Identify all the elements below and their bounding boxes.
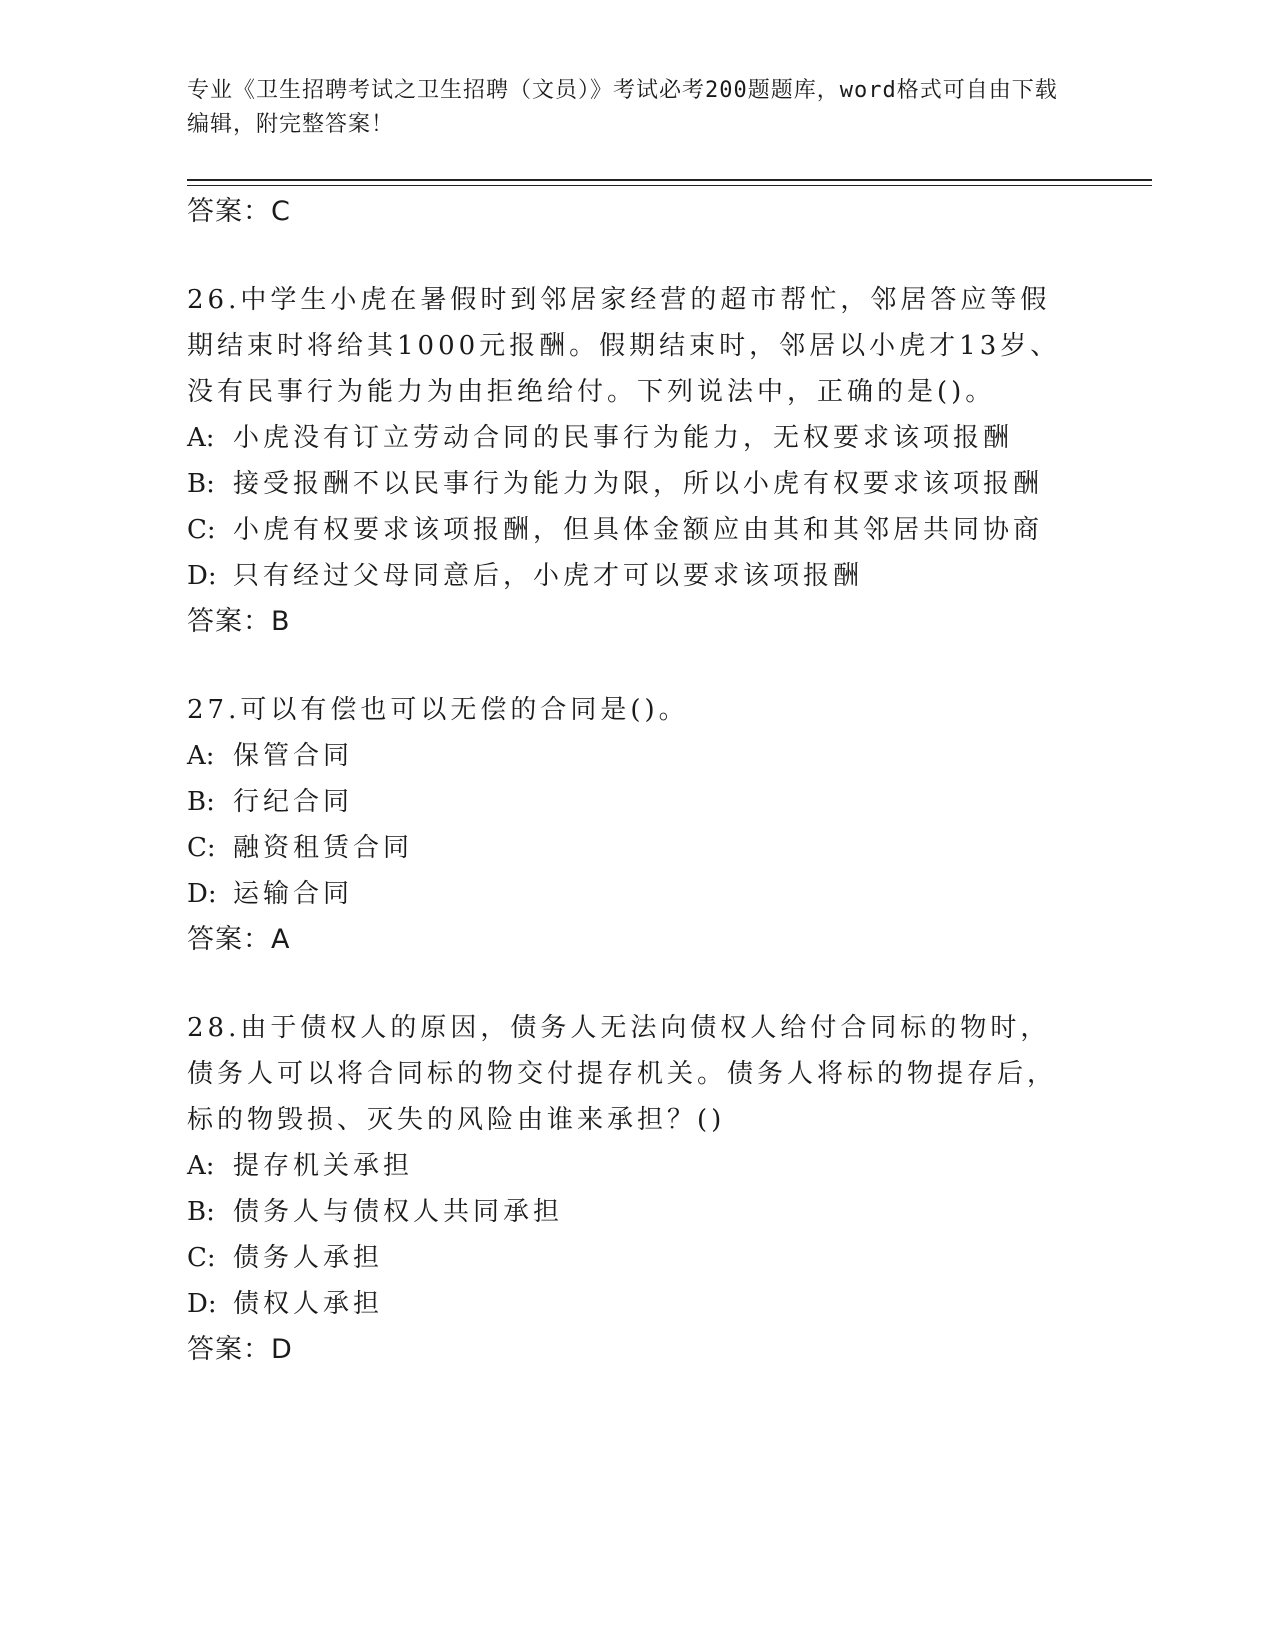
option-key: A: (187, 741, 215, 771)
option-key: D: (187, 879, 217, 909)
option-key: D: (187, 561, 217, 591)
option-key: B: (187, 1197, 215, 1227)
header-rule-thick (187, 179, 1152, 181)
previous-answer: 答案：C (187, 196, 291, 227)
option-key: C: (187, 515, 216, 545)
header-rule-thin (187, 185, 1152, 186)
option-text: 小虎有权要求该项报酬，但具体金额应由其和其邻居共同协商 (233, 515, 1044, 545)
option-text: 债务人与债权人共同承担 (233, 1197, 564, 1227)
option-text: 保管合同 (233, 741, 354, 771)
option-text: 融资租赁合同 (233, 833, 414, 863)
option-a (187, 1143, 1087, 1189)
question-28 (187, 1005, 1087, 1373)
option-key: B: (187, 469, 215, 499)
option-key: A: (187, 423, 215, 453)
content-area (187, 189, 1087, 1373)
option-text: 运输合同 (233, 879, 354, 909)
option-text: 行纪合同 (233, 787, 354, 817)
option-b (187, 779, 1087, 825)
option-d (187, 553, 1087, 599)
option-c (187, 507, 1087, 553)
option-text: 小虎没有订立劳动合同的民事行为能力，无权要求该项报酬 (233, 423, 1014, 453)
question-26 (187, 277, 1087, 645)
option-a (187, 733, 1087, 779)
option-text: 债权人承担 (233, 1289, 384, 1319)
option-b (187, 461, 1087, 507)
answer-line: 答案：B (187, 606, 291, 637)
option-c (187, 1235, 1087, 1281)
document-header: 专业《卫生招聘考试之卫生招聘（文员）》考试必考200题题库，word格式可自由下载编辑，附完整答案！ (187, 78, 1058, 137)
option-text: 接受报酬不以民事行为能力为限，所以小虎有权要求该项报酬 (233, 469, 1044, 499)
option-c (187, 825, 1087, 871)
option-key: B: (187, 787, 215, 817)
answer-line: 答案：D (187, 1334, 293, 1365)
option-key: C: (187, 1243, 216, 1273)
question-stem: 27.可以有偿也可以无偿的合同是()。 (187, 695, 689, 725)
option-key: D: (187, 1289, 217, 1319)
option-text: 提存机关承担 (233, 1151, 414, 1181)
question-27 (187, 687, 1087, 963)
option-d (187, 871, 1087, 917)
option-key: A: (187, 1151, 215, 1181)
option-d (187, 1281, 1087, 1327)
question-stem: 28.由于债权人的原因，债务人无法向债权人给付合同标的物时，债务人可以将合同标的物交付提存机关。债务人将标的物提存后，标的物毁损、灭失的风险由谁来承担？() (187, 1013, 1058, 1135)
answer-line: 答案：A (187, 924, 291, 955)
option-a (187, 415, 1087, 461)
question-stem: 26.中学生小虎在暑假时到邻居家经营的超市帮忙，邻居答应等假期结束时将给其1000元报酬。假期结束时，邻居以小虎才13岁、没有民事行为能力为由拒绝给付。下列说法中，正确的是()。 (187, 285, 1061, 407)
option-text: 只有经过父母同意后，小虎才可以要求该项报酬 (233, 561, 864, 591)
option-text: 债务人承担 (233, 1243, 384, 1273)
option-b (187, 1189, 1087, 1235)
option-key: C: (187, 833, 216, 863)
